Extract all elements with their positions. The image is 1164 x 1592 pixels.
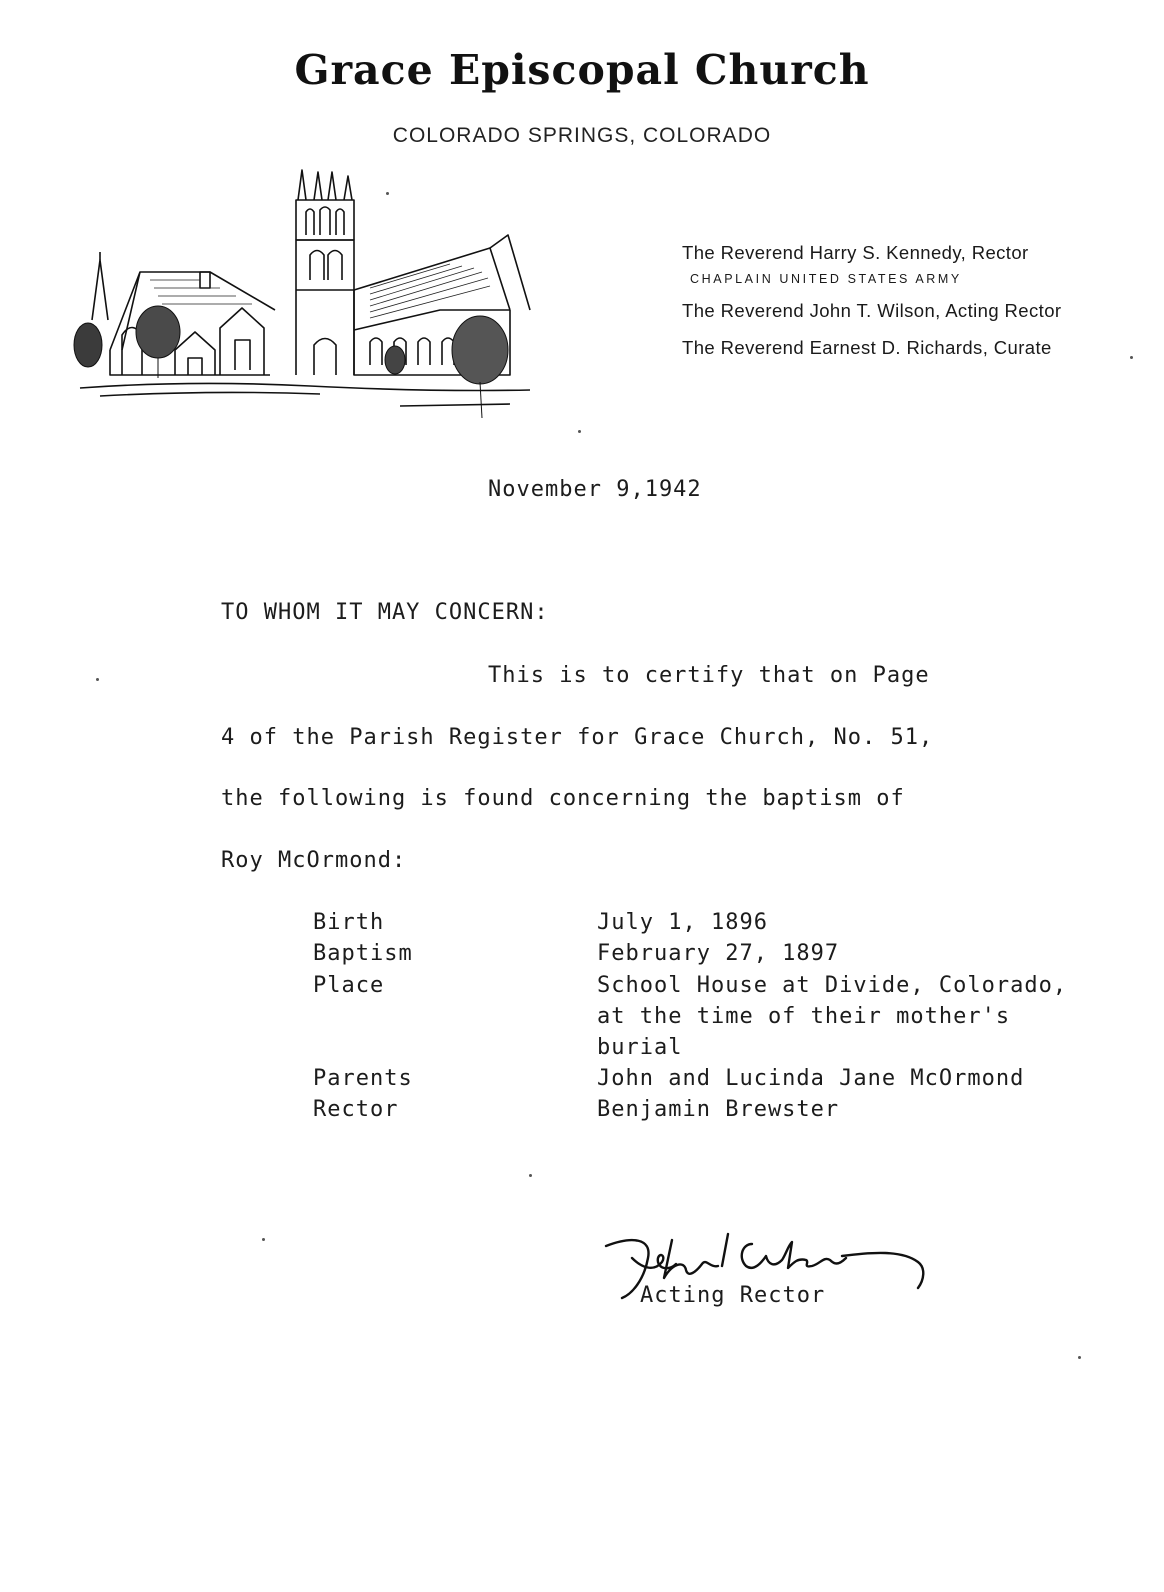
record-place-value-line-2: at the time of their mother's: [597, 1004, 1011, 1029]
record-place-value-line-1: School House at Divide, Colorado,: [597, 973, 1068, 998]
clergy-acting-rector: The Reverend John T. Wilson, Acting Rector: [682, 300, 1062, 321]
church-location: COLORADO SPRINGS, COLORADO: [392, 124, 772, 147]
letter-date: November 9,1942: [488, 477, 702, 502]
signature-title: Acting Rector: [640, 1283, 826, 1308]
clergy-rector: The Reverend Harry S. Kennedy, Rector: [682, 242, 1029, 263]
record-parents-value: John and Lucinda Jane McOrmond: [597, 1066, 1025, 1091]
salutation: TO WHOM IT MAY CONCERN:: [221, 600, 549, 625]
record-birth-label: Birth: [313, 910, 385, 935]
body-line-3: the following is found concerning the baptism of: [221, 786, 905, 811]
record-baptism-value: February 27, 1897: [597, 941, 840, 966]
body-line-2: 4 of the Parish Register for Grace Church, No. 51,: [221, 725, 934, 750]
clergy-rector-chaplaincy: CHAPLAIN UNITED STATES ARMY: [690, 272, 962, 286]
body-line-1: This is to certify that on Page: [488, 663, 930, 688]
record-place-value-line-3: burial: [597, 1035, 683, 1060]
record-baptism-label: Baptism: [313, 941, 413, 966]
record-birth-value: July 1, 1896: [597, 910, 768, 935]
record-place-label: Place: [313, 973, 385, 998]
record-rector-value: Benjamin Brewster: [597, 1097, 840, 1122]
clergy-curate: The Reverend Earnest D. Richards, Curate: [682, 337, 1052, 358]
church-name-heading: Grace Episcopal Church: [294, 46, 870, 94]
body-line-4: Roy McOrmond:: [221, 848, 407, 873]
church-engraving-illustration: [70, 160, 540, 432]
record-rector-label: Rector: [313, 1097, 399, 1122]
record-parents-label: Parents: [313, 1066, 413, 1091]
